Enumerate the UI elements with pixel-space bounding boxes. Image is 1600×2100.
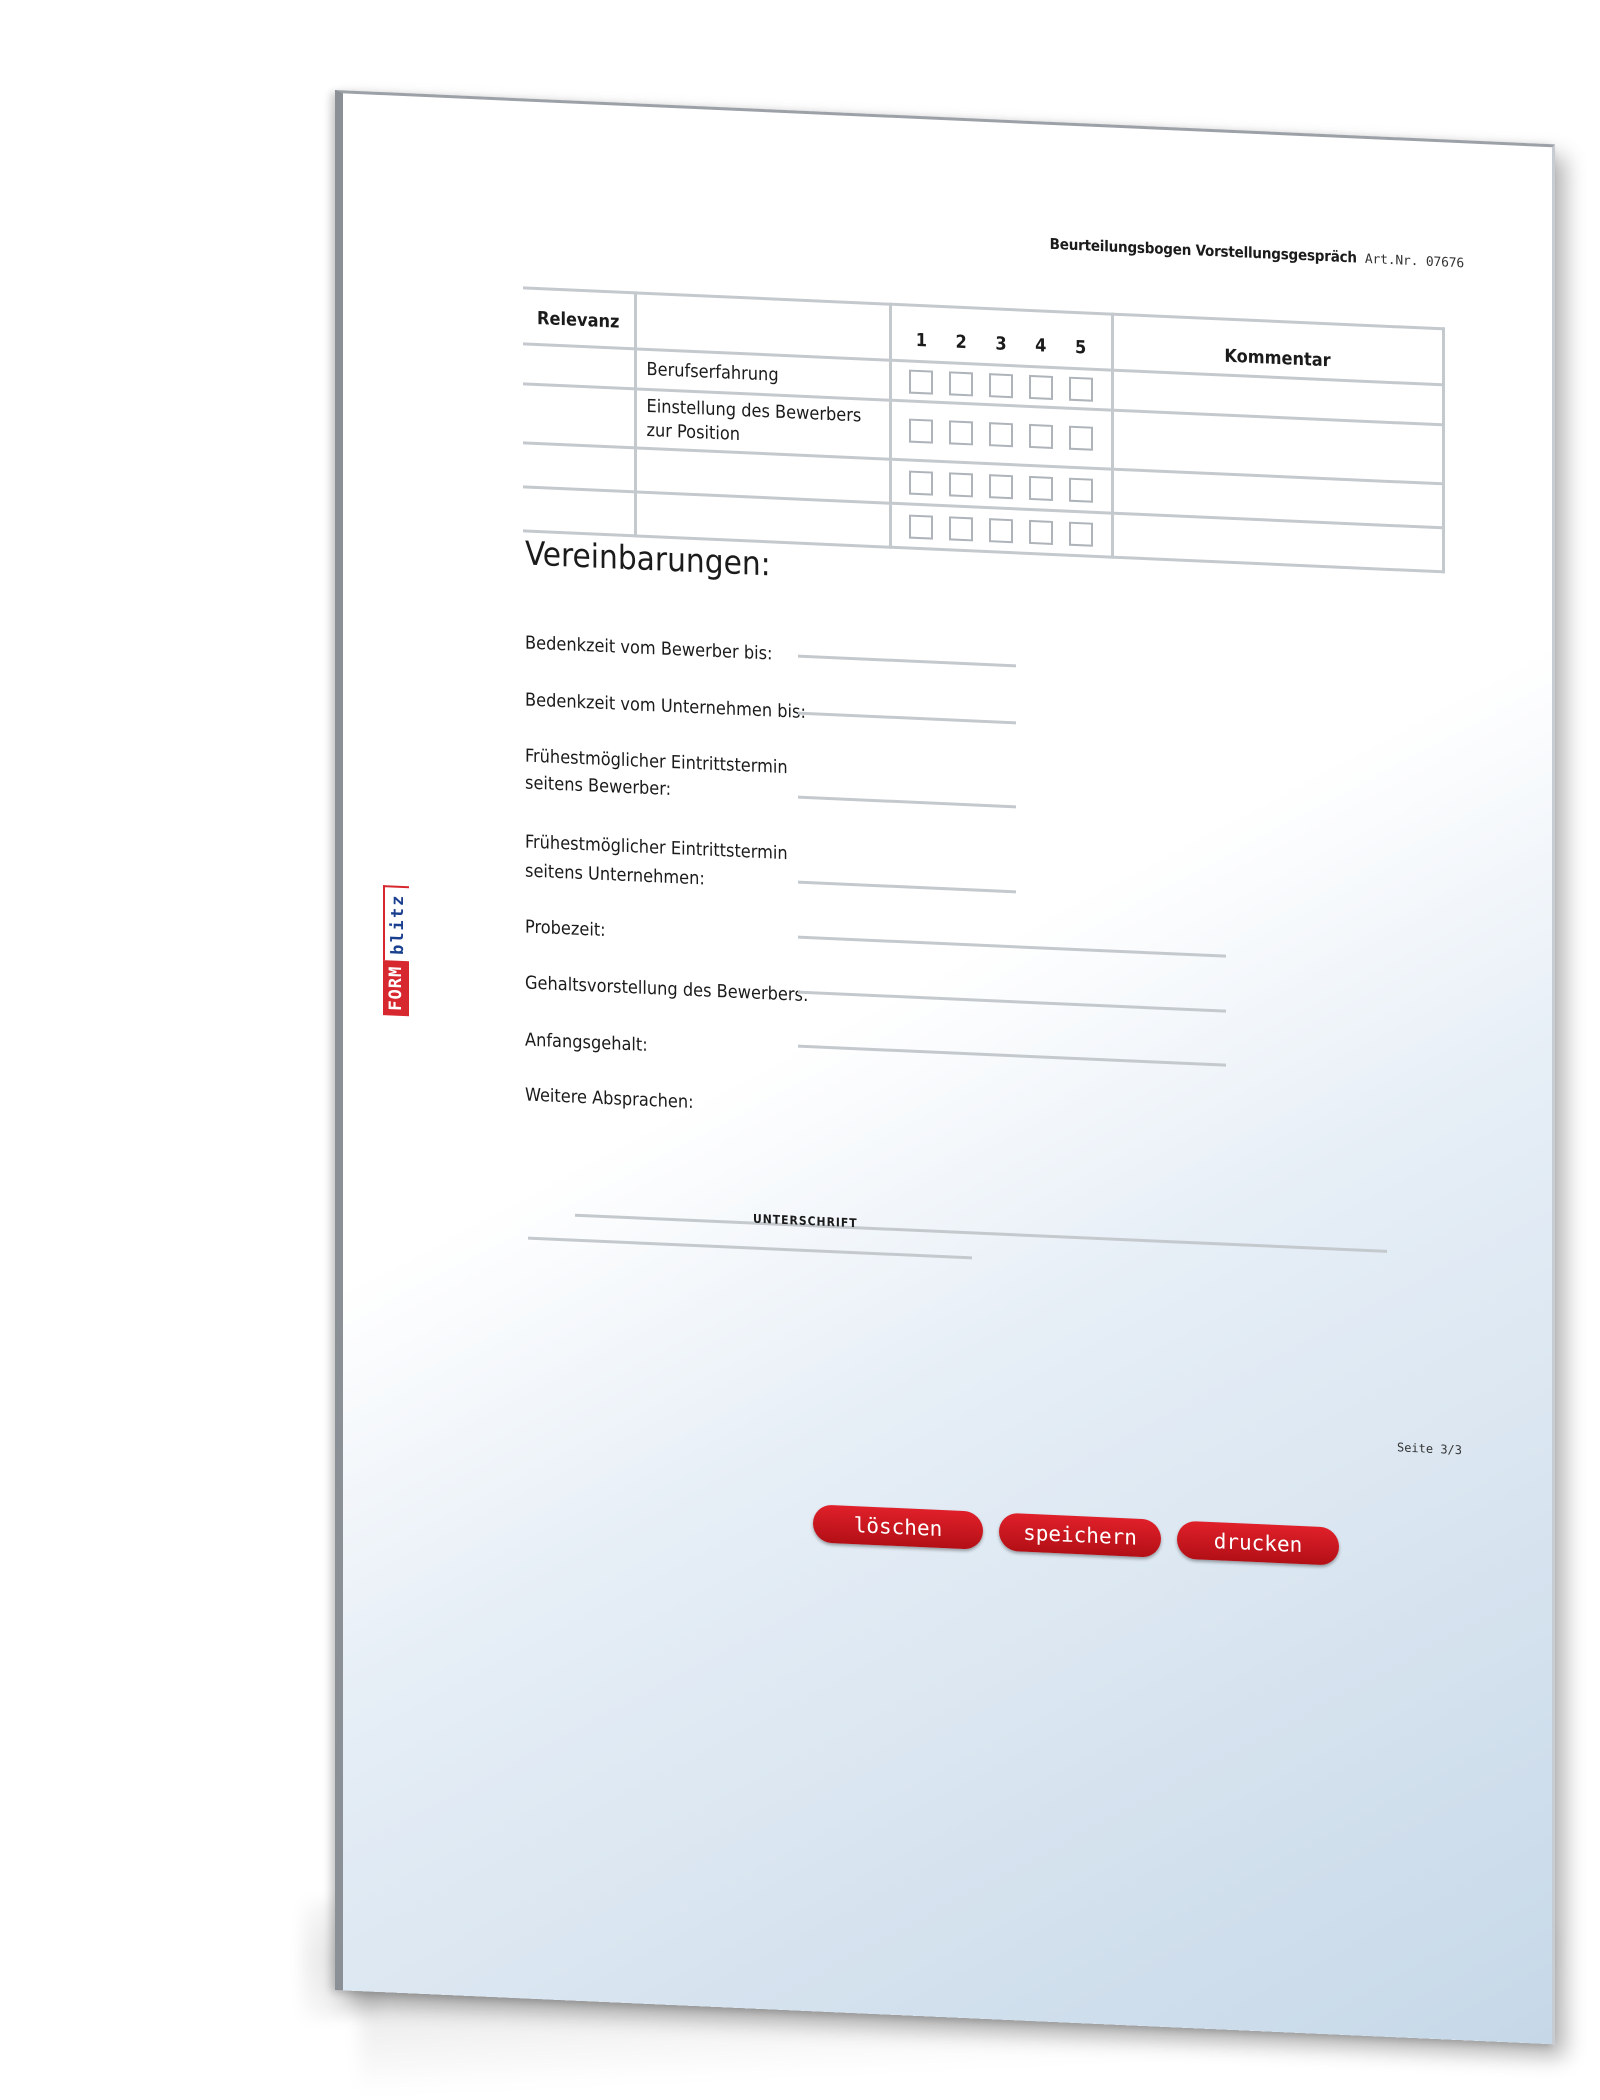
earliest-start-company-label-line1: Frühestmöglicher Eintrittstermin <box>525 831 788 865</box>
relevance-header-cell <box>523 288 635 349</box>
applicant-deadline-label: Bedenkzeit vom Bewerber bis: <box>525 632 773 665</box>
score-checkbox-4[interactable] <box>1029 519 1053 544</box>
score-checkbox-3[interactable] <box>989 474 1013 499</box>
score-header-2: 2 <box>955 331 967 354</box>
rating-table <box>523 286 1445 573</box>
article-number: Art.Nr. 07676 <box>1364 251 1464 272</box>
score-checkbox-5[interactable] <box>1069 477 1093 502</box>
print-button[interactable]: drucken <box>1177 1520 1339 1565</box>
agreements-title: Vereinbarungen: <box>525 533 771 584</box>
score-header-5: 5 <box>1074 336 1087 359</box>
probation-field[interactable] <box>798 911 1226 958</box>
score-checkbox-1[interactable] <box>909 369 933 394</box>
signature-label: UNTERSCHRIFT <box>753 1211 858 1231</box>
applicant-deadline-field[interactable] <box>798 630 1016 668</box>
comment-header: Kommentar <box>1224 345 1331 372</box>
earliest-start-company-label-line2: seitens Unternehmen: <box>525 860 705 890</box>
score-header-4: 4 <box>1035 335 1047 357</box>
salary-expectation-label: Gehaltsvorstellung des Bewerbers: <box>525 972 809 1007</box>
earliest-start-applicant-label-line2: seitens Bewerber: <box>525 772 672 800</box>
earliest-start-applicant-label-line1: Frühestmöglicher Eintrittstermin <box>525 745 788 779</box>
score-checkbox-2[interactable] <box>949 420 973 445</box>
delete-button[interactable]: löschen <box>813 1504 983 1550</box>
score-checkbox-5[interactable] <box>1069 426 1093 451</box>
earliest-start-applicant-field[interactable] <box>798 771 1016 809</box>
action-buttons <box>813 1504 1339 1565</box>
score-checkbox-4[interactable] <box>1029 475 1053 500</box>
earliest-start-company-field[interactable] <box>798 856 1016 894</box>
salary-expectation-field[interactable] <box>798 966 1226 1013</box>
score-checkbox-1[interactable] <box>909 514 933 539</box>
starting-salary-field[interactable] <box>798 1020 1226 1067</box>
score-cell <box>890 503 1112 557</box>
score-checkbox-5[interactable] <box>1069 521 1093 546</box>
score-checkbox-3[interactable] <box>989 373 1013 398</box>
form-sheet <box>335 90 1555 2044</box>
score-checkbox-4[interactable] <box>1029 374 1053 399</box>
logo-blitz-text: blitz <box>383 885 409 961</box>
document-header <box>1050 235 1464 271</box>
score-checkbox-1[interactable] <box>909 470 933 495</box>
probation-label: Probezeit: <box>525 916 606 942</box>
page-number: Seite 3/3 <box>1396 1440 1462 1458</box>
score-checkbox-3[interactable] <box>989 518 1013 543</box>
criteria-label <box>637 510 889 529</box>
score-checkbox-5[interactable] <box>1069 376 1093 401</box>
relevance-cell[interactable] <box>523 443 635 492</box>
further-agreements-label: Weitere Absprachen: <box>525 1084 694 1113</box>
relevance-cell[interactable] <box>523 384 635 448</box>
score-checkbox-1[interactable] <box>909 419 933 444</box>
save-button[interactable]: speichern <box>999 1513 1161 1558</box>
criteria-label: Einstellung des Bewerbers zur Position <box>646 395 862 446</box>
score-checkbox-2[interactable] <box>949 516 973 541</box>
relevance-header: Relevanz <box>537 307 620 333</box>
score-checkbox-2[interactable] <box>949 371 973 396</box>
score-header-3: 3 <box>995 333 1007 355</box>
company-deadline-label: Bedenkzeit vom Unternehmen bis: <box>525 689 806 723</box>
document-title: Beurteilungsbogen Vorstellungsgespräch <box>1049 234 1357 267</box>
score-checkbox-3[interactable] <box>989 422 1013 447</box>
criteria-label <box>637 466 889 485</box>
score-checkbox-2[interactable] <box>949 472 973 497</box>
relevance-cell[interactable] <box>523 344 635 389</box>
company-deadline-field[interactable] <box>798 687 1016 725</box>
formblitz-logo <box>383 885 409 1016</box>
score-header-1: 1 <box>915 329 928 352</box>
relevance-cell[interactable] <box>523 487 635 536</box>
score-cell <box>890 400 1112 469</box>
starting-salary-label: Anfangsgehalt: <box>525 1029 648 1056</box>
logo-form-text: FORM <box>383 960 409 1016</box>
criteria-label: Berufserfahrung <box>646 358 779 386</box>
score-checkbox-4[interactable] <box>1029 424 1053 449</box>
score-header-cell <box>890 304 1112 370</box>
signature-line[interactable] <box>528 1237 972 1260</box>
